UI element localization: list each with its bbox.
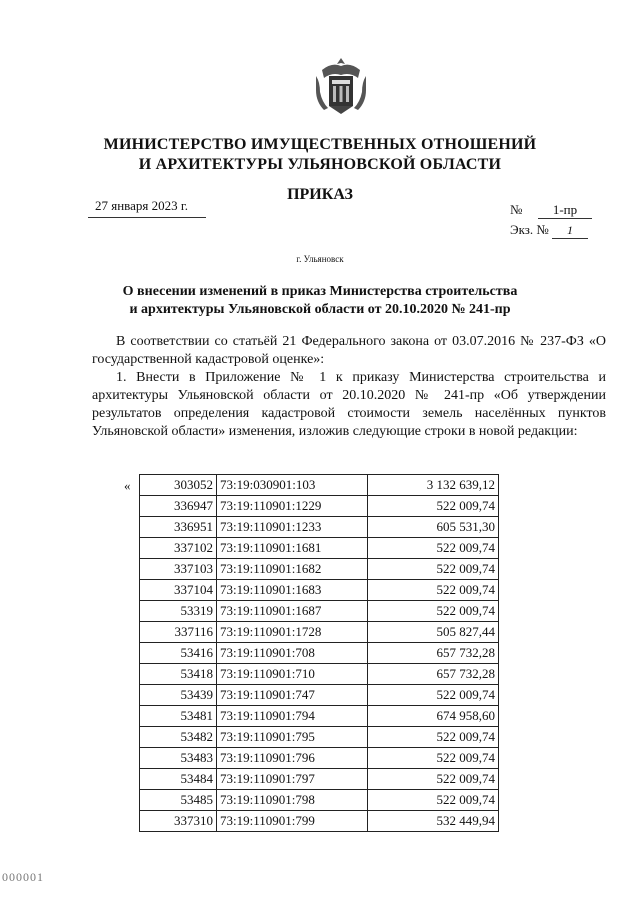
coat-of-arms-emblem [314, 56, 368, 116]
cadastral-value-cell: 522 009,74 [368, 538, 499, 559]
ministry-name-line2: И АРХИТЕКТУРЫ УЛЬЯНОВСКОЙ ОБЛАСТИ [138, 156, 502, 173]
cadastral-value-cell: 522 009,74 [368, 496, 499, 517]
copy-number: 1 [552, 223, 588, 239]
subject-line2: и архитектуры Ульяновской области от 20.10.2020 № 241-пр [129, 302, 511, 317]
row-id-cell: 337310 [140, 811, 217, 832]
cadastral-number-cell: 73:19:110901:708 [217, 643, 368, 664]
number-label: № [510, 202, 523, 217]
row-id-cell: 53482 [140, 727, 217, 748]
cadastral-value-table [139, 474, 499, 832]
city: г. Ульяновск [296, 254, 344, 264]
table-row [140, 559, 499, 580]
cadastral-number-cell: 73:19:110901:798 [217, 790, 368, 811]
cadastral-number-cell: 73:19:110901:796 [217, 748, 368, 769]
row-id-cell: 337102 [140, 538, 217, 559]
row-id-cell: 53485 [140, 790, 217, 811]
ministry-name-line1: МИНИСТЕРСТВО ИМУЩЕСТВЕННЫХ ОТНОШЕНИЙ [103, 136, 537, 153]
cadastral-value-cell: 522 009,74 [368, 559, 499, 580]
cadastral-value-cell: 522 009,74 [368, 727, 499, 748]
cadastral-value-cell: 674 958,60 [368, 706, 499, 727]
cadastral-value-cell: 522 009,74 [368, 748, 499, 769]
open-quote: « [124, 478, 131, 493]
cadastral-number-cell: 73:19:110901:1682 [217, 559, 368, 580]
cadastral-number-cell: 73:19:110901:799 [217, 811, 368, 832]
cadastral-number-cell: 73:19:110901:1229 [217, 496, 368, 517]
table-row [140, 685, 499, 706]
row-id-cell: 337116 [140, 622, 217, 643]
date-underline [88, 217, 206, 218]
cadastral-value-cell: 505 827,44 [368, 622, 499, 643]
cadastral-number-cell: 73:19:110901:1687 [217, 601, 368, 622]
cadastral-number-cell: 73:19:110901:797 [217, 769, 368, 790]
table-row [140, 706, 499, 727]
paragraph-changes: 1. Внести в Приложение № 1 к приказу Министерства строительства и архитектуры Ульяновской области от 20.10.2020 № 241-пр «Об утверждении результатов определения кадастровой стоимости земель населённых пунктов Ульяновской области» изменения, изложив следующие строки в новой редакции: [92, 370, 606, 439]
table-row [140, 580, 499, 601]
subject-line1: О внесении изменений в приказ Министерства строительства [122, 284, 518, 299]
table-row [140, 748, 499, 769]
cadastral-number-cell: 73:19:110901:794 [217, 706, 368, 727]
cadastral-value-cell: 522 009,74 [368, 769, 499, 790]
table-row [140, 643, 499, 664]
row-id-cell: 337104 [140, 580, 217, 601]
row-id-cell: 53416 [140, 643, 217, 664]
row-id-cell: 303052 [140, 475, 217, 496]
table-row [140, 538, 499, 559]
order-subject [0, 283, 640, 319]
row-id-cell: 336951 [140, 517, 217, 538]
row-id-cell: 53484 [140, 769, 217, 790]
cadastral-value-cell: 522 009,74 [368, 790, 499, 811]
cadastral-number-cell: 73:19:110901:747 [217, 685, 368, 706]
paragraph-basis: В соответствии со статьёй 21 Федерального закона от 03.07.2016 № 237-ФЗ «О государственной кадастровой оценке»: [92, 334, 606, 367]
row-id-cell: 336947 [140, 496, 217, 517]
cadastral-number-cell: 73:19:110901:1728 [217, 622, 368, 643]
cadastral-value-cell: 3 132 639,12 [368, 475, 499, 496]
row-id-cell: 53439 [140, 685, 217, 706]
row-id-cell: 53483 [140, 748, 217, 769]
table-row [140, 601, 499, 622]
document-type: ПРИКАЗ [287, 186, 353, 203]
copy-label: Экз. № [510, 222, 549, 237]
order-number: 1-пр [538, 202, 592, 219]
table-row [140, 664, 499, 685]
order-date: 27 января 2023 г. [95, 198, 189, 213]
row-id-cell: 53481 [140, 706, 217, 727]
cadastral-number-cell: 73:19:110901:1233 [217, 517, 368, 538]
cadastral-number-cell: 73:19:110901:710 [217, 664, 368, 685]
cadastral-value-cell: 522 009,74 [368, 580, 499, 601]
cadastral-value-cell: 657 732,28 [368, 664, 499, 685]
table-row [140, 769, 499, 790]
row-id-cell: 53319 [140, 601, 217, 622]
cadastral-value-cell: 605 531,30 [368, 517, 499, 538]
cadastral-number-cell: 73:19:030901:103 [217, 475, 368, 496]
page-code: 000001 [2, 870, 44, 884]
table-row [140, 727, 499, 748]
table-row [140, 517, 499, 538]
cadastral-value-cell: 657 732,28 [368, 643, 499, 664]
table-row [140, 496, 499, 517]
cadastral-number-cell: 73:19:110901:795 [217, 727, 368, 748]
cadastral-value-cell: 522 009,74 [368, 685, 499, 706]
row-id-cell: 337103 [140, 559, 217, 580]
table-row [140, 790, 499, 811]
cadastral-value-cell: 522 009,74 [368, 601, 499, 622]
table-row [140, 622, 499, 643]
cadastral-number-cell: 73:19:110901:1683 [217, 580, 368, 601]
table-row [140, 811, 499, 832]
order-number-block [510, 202, 592, 239]
row-id-cell: 53418 [140, 664, 217, 685]
table-row [140, 475, 499, 496]
cadastral-value-cell: 532 449,94 [368, 811, 499, 832]
cadastral-number-cell: 73:19:110901:1681 [217, 538, 368, 559]
